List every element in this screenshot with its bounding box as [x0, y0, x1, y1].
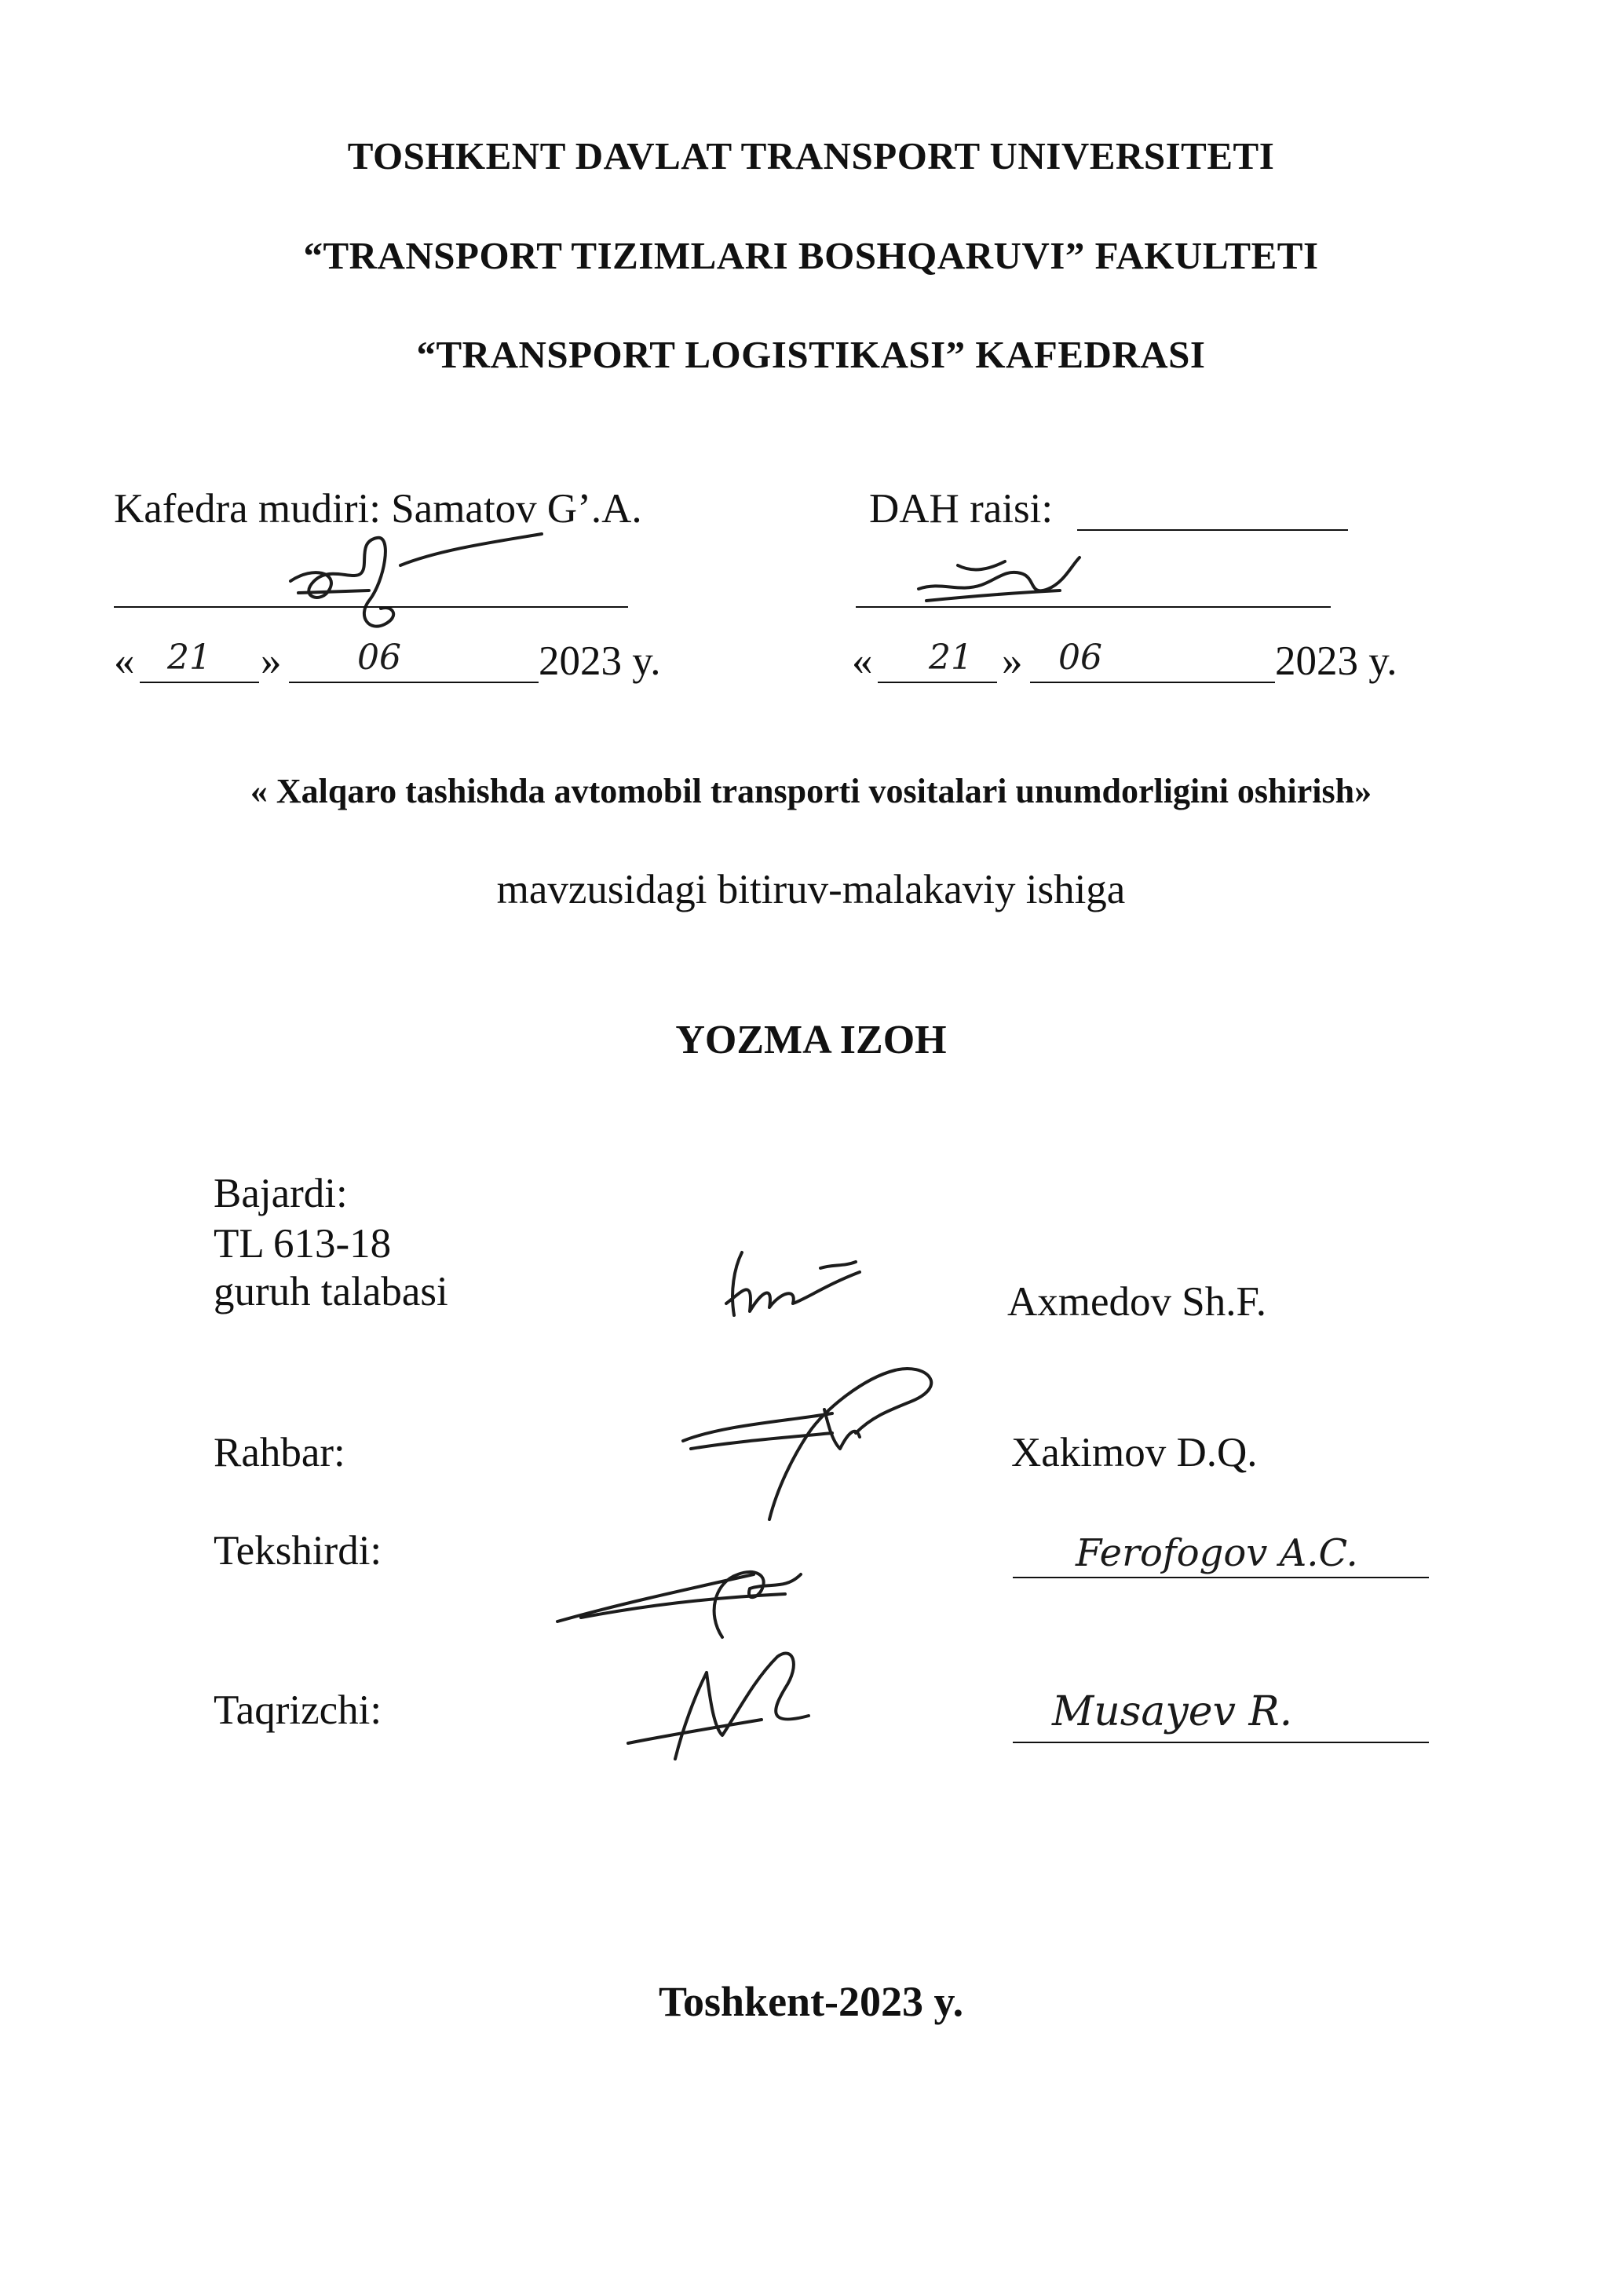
reviewer-name-line [1013, 1742, 1429, 1743]
right-date-day: 21 [929, 638, 973, 678]
dah-chair-label: DAH raisi: [869, 486, 1054, 532]
right-date-month: 06 [1058, 638, 1102, 678]
right-month-line [1030, 682, 1275, 683]
reviewer-label: Taqrizchi: [214, 1687, 382, 1733]
right-day-line [878, 682, 997, 683]
left-date-year: 2023 y. [539, 638, 661, 684]
reviewer-signature [620, 1641, 840, 1767]
document-type: YOZMA IZOH [675, 1018, 947, 1062]
dah-chair-signature-line [856, 606, 1331, 608]
student-label: Bajardi: [214, 1171, 348, 1216]
student-name: Axmedov Sh.F. [1007, 1279, 1266, 1325]
left-day-line [140, 682, 259, 683]
left-date-close-quote: » [261, 638, 282, 684]
checker-label: Tekshirdi: [214, 1528, 382, 1574]
left-date-open-quote: « [114, 638, 135, 684]
dah-chair-signature [911, 550, 1083, 628]
checker-name: Ferofogov A.C. [1076, 1531, 1358, 1575]
right-date-year: 2023 y. [1275, 638, 1397, 684]
supervisor-name: Xakimov D.Q. [1011, 1430, 1258, 1475]
checker-signature [550, 1519, 832, 1645]
dah-chair-name-line [1077, 529, 1348, 531]
left-month-line [289, 682, 539, 683]
university-title: TOSHKENT DAVLAT TRANSPORT UNIVERSITETI [347, 134, 1275, 177]
faculty-title: “TRANSPORT TIZIMLARI BOSHQARUVI” FAKULTETI [303, 234, 1319, 277]
right-date-close-quote: » [1002, 638, 1023, 684]
city-year: Toshkent-2023 y. [658, 1978, 964, 2025]
thesis-topic: « Xalqaro tashishda avtomobil transporti vositalari unumdorligini oshirish» [250, 772, 1372, 810]
department-head-signature [283, 534, 581, 652]
left-date-month: 06 [357, 638, 401, 678]
student-role: guruh talabasi [214, 1269, 448, 1314]
thesis-subtitle: mavzusidagi bitiruv-malakaviy ishiga [496, 867, 1126, 912]
supervisor-label: Rahbar: [214, 1430, 345, 1475]
checker-name-line [1013, 1577, 1429, 1578]
department-head-signature-line [114, 606, 628, 608]
student-group: TL 613-18 [214, 1221, 392, 1267]
department-head-label: Kafedra mudiri: Samatov G’.A. [114, 486, 642, 532]
reviewer-name: Musayev R. [1052, 1688, 1293, 1735]
left-date-day: 21 [167, 638, 211, 678]
right-date-open-quote: « [852, 638, 873, 684]
supervisor-signature [675, 1362, 974, 1527]
department-title: “TRANSPORT LOGISTIKASI” KAFEDRASI [416, 333, 1206, 376]
student-signature [718, 1237, 875, 1323]
